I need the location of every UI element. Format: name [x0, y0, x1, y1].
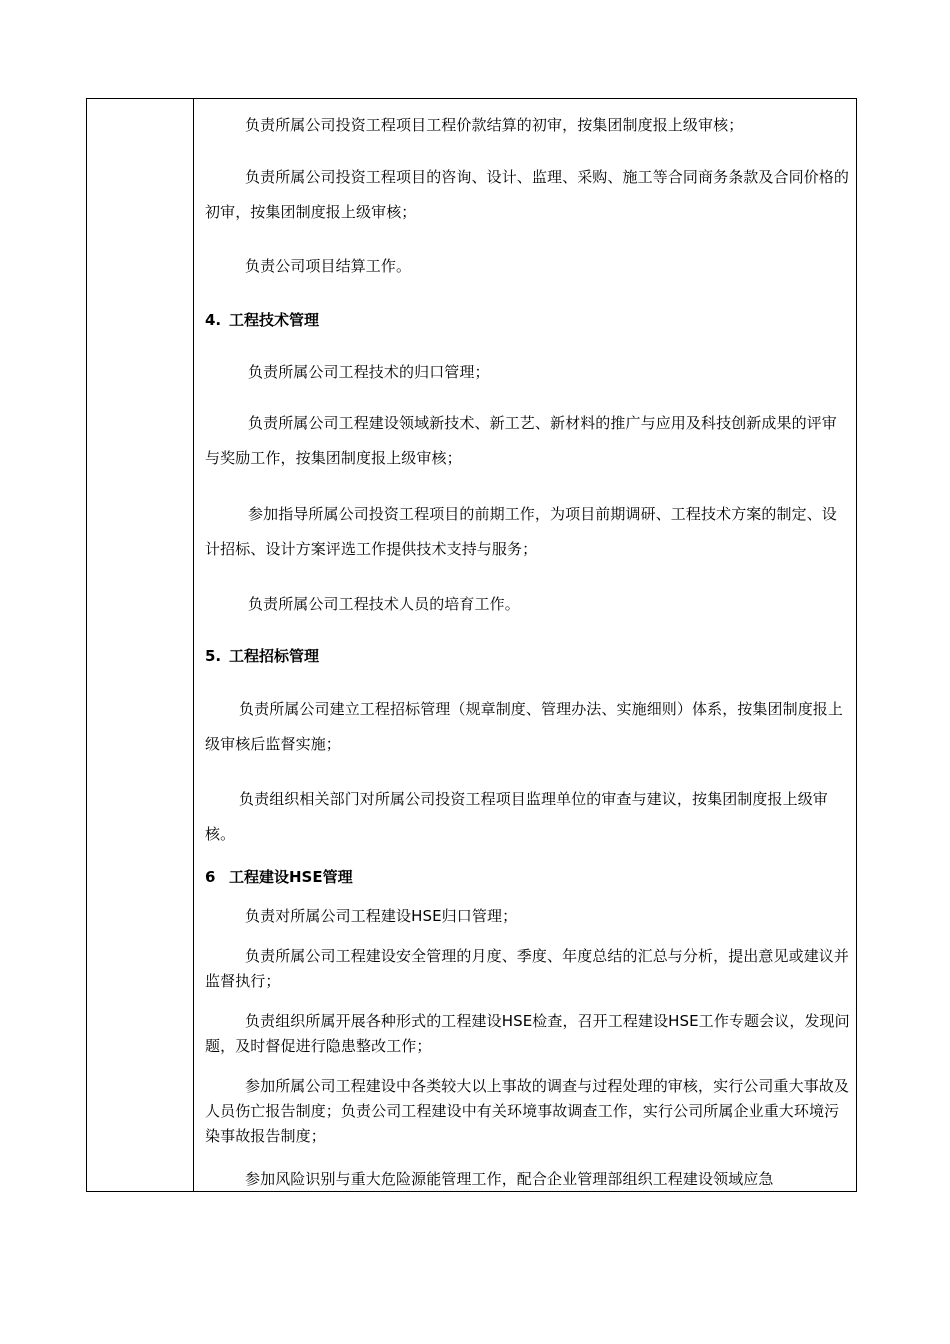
left-label-cell: [87, 99, 194, 1191]
section-number: 6: [205, 868, 216, 886]
paragraph: 负责所属公司工程技术人员的培育工作。: [248, 595, 520, 613]
section-title: 工程招标管理: [229, 647, 320, 665]
paragraph: 负责所属公司工程技术的归口管理；: [248, 363, 490, 381]
document-table: [86, 98, 857, 1192]
section-heading: [205, 646, 850, 666]
paragraph: 负责所属公司工程建设领域新技术、新工艺、新材料的推广与应用及科技创新成果的评审与奖励工作，按集团制度报上级审核；: [205, 414, 837, 467]
section-heading: [205, 867, 850, 887]
paragraph: 负责对所属公司工程建设HSE归口管理；: [245, 907, 518, 925]
content-cell: [205, 99, 850, 1191]
section-heading: [205, 310, 850, 330]
paragraph: 负责所属公司投资工程项目的咨询、设计、监理、采购、施工等合同商务条款及合同价格的初审，按集团制度报上级审核；: [205, 168, 850, 221]
paragraph: 负责所属公司工程建设安全管理的月度、季度、年度总结的汇总与分析，提出意见或建议并监督执行；: [205, 947, 850, 990]
paragraph: 参加所属公司工程建设中各类较大以上事故的调查与过程处理的审核，实行公司重大事故及人员伤亡报告制度；负责公司工程建设中有关环境事故调查工作，实行公司所属企业重大环境污染事故报告制度；: [205, 1077, 850, 1145]
paragraph: 负责所属公司建立工程招标管理（规章制度、管理办法、实施细则）体系，按集团制度报上级审核后监督实施；: [205, 700, 844, 753]
paragraph: 负责组织相关部门对所属公司投资工程项目监理单位的审查与建议，按集团制度报上级审核。: [205, 790, 828, 843]
section-number: 5.: [205, 647, 222, 665]
paragraph: 负责公司项目结算工作。: [245, 257, 412, 275]
section-title: 工程技术管理: [229, 311, 320, 329]
paragraph: 参加指导所属公司投资工程项目的前期工作，为项目前期调研、工程技术方案的制定、设计招标、设计方案评选工作提供技术支持与服务；: [205, 505, 837, 558]
section-title: 工程建设HSE管理: [229, 868, 353, 886]
paragraph: 负责组织所属开展各种形式的工程建设HSE检查，召开工程建设HSE工作专题会议，发现问题，及时督促进行隐患整改工作；: [205, 1012, 850, 1055]
paragraph: 负责所属公司投资工程项目工程价款结算的初审，按集团制度报上级审核；: [245, 116, 744, 134]
section-number: 4.: [205, 311, 222, 329]
paragraph: 参加风险识别与重大危险源能管理工作，配合企业管理部组织工程建设领域应急: [245, 1170, 774, 1188]
